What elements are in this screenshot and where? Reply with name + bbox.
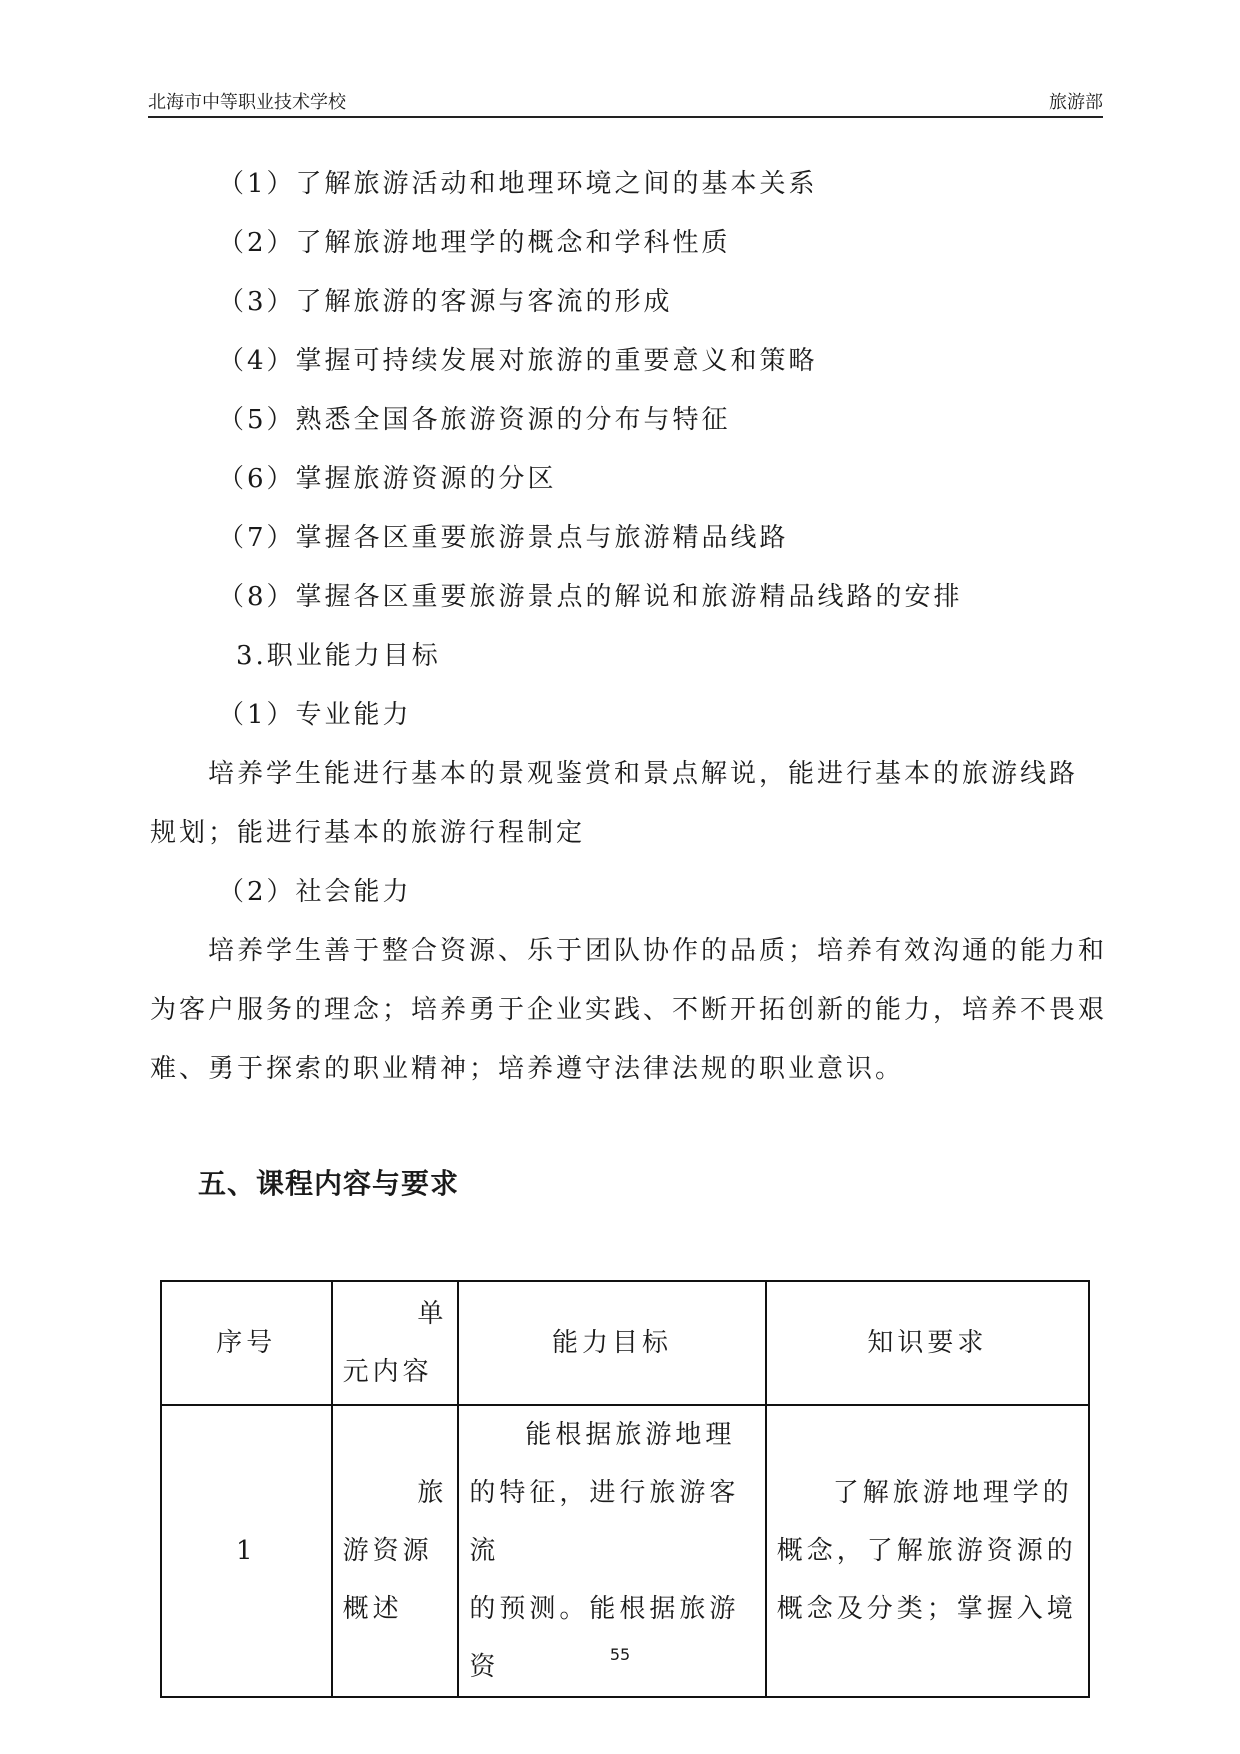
knowledge-goal-4: （4）掌握可持续发展对旅游的重要意义和策略 (218, 346, 818, 376)
professional-ability-text-1: 培养学生能进行基本的景观鉴赏和景点解说，能进行基本的旅游线路 (208, 759, 1079, 789)
row-unit: 旅 游资源 概述 (332, 1405, 459, 1697)
knowledge-goal-1: （1）了解旅游活动和地理环境之间的基本关系 (218, 169, 818, 199)
knowledge-goal-2: （2）了解旅游地理学的概念和学科性质 (218, 228, 731, 258)
professional-ability-text-2: 规划；能进行基本的旅游行程制定 (150, 818, 586, 848)
social-ability-text-3: 难、勇于探索的职业精神；培养遵守法律法规的职业意识。 (150, 1054, 905, 1084)
page-header (148, 86, 1103, 118)
vocational-heading: 3.职业能力目标 (236, 641, 441, 671)
social-ability-text-1: 培养学生善于整合资源、乐于团队协作的品质；培养有效沟通的能力和 (208, 936, 1108, 966)
header-ability: 能力目标 (458, 1281, 765, 1405)
knowledge-goal-7: （7）掌握各区重要旅游景点与旅游精品线路 (218, 523, 789, 553)
professional-ability-heading: （1）专业能力 (218, 700, 412, 730)
social-ability-text-2: 为客户服务的理念；培养勇于企业实践、不断开拓创新的能力，培养不畏艰 (150, 995, 1108, 1025)
row-ability: 能根据旅游地理 的特征，进行旅游客流 的预测。能根据旅游资 (458, 1405, 765, 1697)
course-content-table (160, 1280, 1090, 1698)
department-name: 旅游部 (1049, 92, 1103, 113)
header-knowledge: 知识要求 (766, 1281, 1089, 1405)
knowledge-goal-3: （3）了解旅游的客源与客流的形成 (218, 287, 673, 317)
knowledge-goal-8: （8）掌握各区重要旅游景点的解说和旅游精品线路的安排 (218, 582, 963, 612)
header-unit: 单 元内容 (332, 1281, 459, 1405)
school-name: 北海市中等职业技术学校 (148, 92, 346, 113)
table-header-row (161, 1281, 1089, 1405)
header-seq: 序号 (161, 1281, 332, 1405)
page-number: 55 (609, 1645, 631, 1664)
social-ability-heading: （2）社会能力 (218, 877, 412, 907)
section-title: 五、课程内容与要求 (198, 1167, 460, 1200)
row-seq: 1 (161, 1405, 332, 1697)
knowledge-goal-5: （5）熟悉全国各旅游资源的分布与特征 (218, 405, 731, 435)
knowledge-goal-6: （6）掌握旅游资源的分区 (218, 464, 557, 494)
row-knowledge: 了解旅游地理学的 概念，了解旅游资源的 概念及分类；掌握入境 (766, 1405, 1089, 1697)
